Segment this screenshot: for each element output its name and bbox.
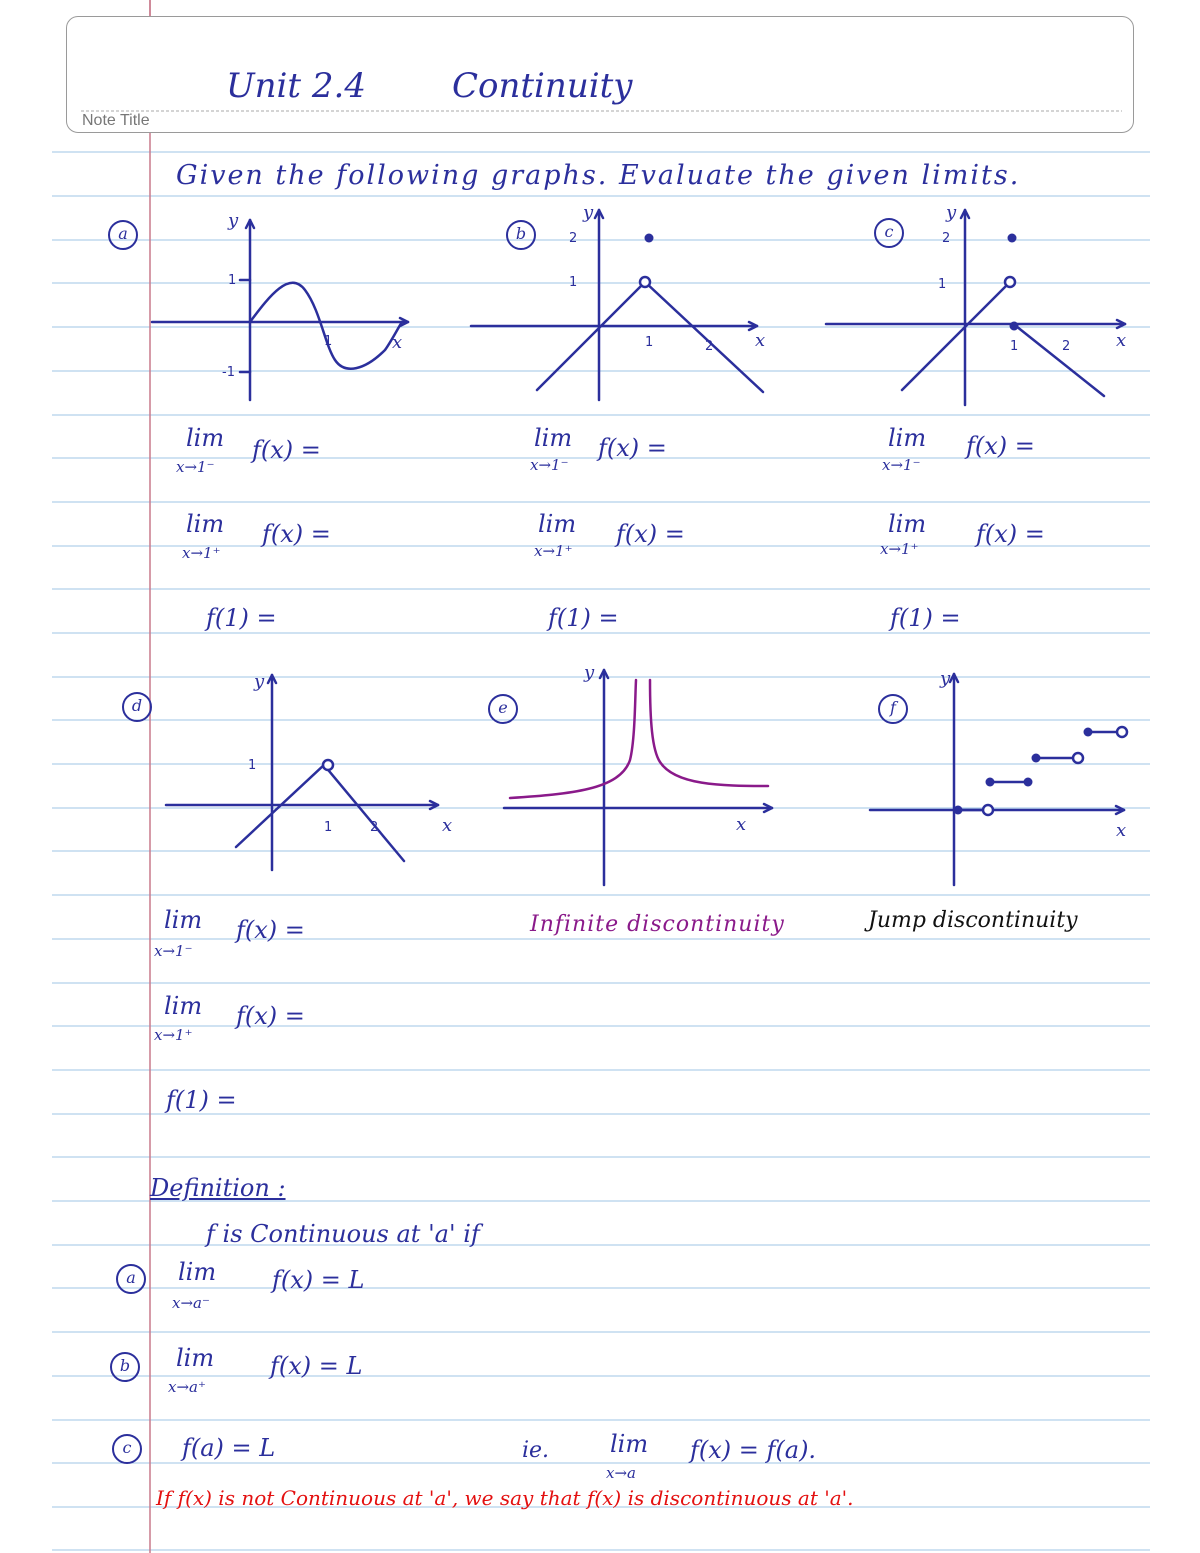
f1-expression: f(1) = bbox=[206, 604, 277, 632]
unit-number: Unit 2.4 bbox=[226, 66, 366, 106]
fx-expression: f(x) = bbox=[976, 520, 1045, 548]
svg-text:x: x bbox=[755, 330, 766, 351]
lim-word: lim bbox=[538, 510, 577, 538]
svg-text:1: 1 bbox=[938, 277, 947, 292]
jump-discontinuity-caption: Jump discontinuity bbox=[868, 908, 1078, 933]
instruction-text: Given the following graphs. Evaluate the given limits. bbox=[176, 160, 1021, 191]
graph-b bbox=[465, 200, 785, 420]
svg-text:1: 1 bbox=[228, 273, 237, 288]
svg-text:y: y bbox=[228, 210, 239, 231]
svg-text:2: 2 bbox=[942, 231, 951, 246]
svg-text:y: y bbox=[584, 662, 595, 683]
fx-expression: f(x) = bbox=[252, 436, 321, 464]
graph-e-marker: e bbox=[488, 694, 518, 724]
ie-text: ie. bbox=[522, 1438, 550, 1463]
def-marker-b: b bbox=[110, 1352, 140, 1382]
graph-e bbox=[500, 660, 800, 890]
def-expression-c: f(a) = L bbox=[182, 1434, 276, 1462]
lim-subscript: x→1⁻ bbox=[154, 942, 193, 960]
open-circle bbox=[640, 277, 650, 287]
step-open-dot bbox=[983, 805, 993, 815]
graph-f-marker: f bbox=[878, 694, 908, 724]
page-title: Continuity bbox=[452, 66, 633, 106]
svg-text:1: 1 bbox=[645, 335, 654, 350]
svg-text:y: y bbox=[583, 202, 594, 223]
step-dot bbox=[986, 778, 995, 787]
svg-text:y: y bbox=[946, 202, 957, 223]
svg-text:y: y bbox=[940, 668, 951, 689]
svg-text:2: 2 bbox=[370, 820, 379, 835]
lim-word: lim bbox=[186, 424, 225, 452]
f1-expression: f(1) = bbox=[890, 604, 961, 632]
lim-subscript: x→1⁻ bbox=[530, 456, 569, 474]
graph-f bbox=[862, 660, 1152, 890]
step-open-dot bbox=[1117, 727, 1127, 737]
svg-text:1: 1 bbox=[569, 275, 578, 290]
asymptote-curve bbox=[510, 680, 768, 798]
step-dot bbox=[1032, 754, 1041, 763]
lim-word: lim bbox=[178, 1258, 217, 1286]
def-marker-c: c bbox=[112, 1434, 142, 1464]
open-circle bbox=[323, 760, 333, 770]
graph-a bbox=[140, 200, 430, 420]
step-dot bbox=[1084, 728, 1093, 737]
lim-word: lim bbox=[176, 1344, 215, 1372]
svg-text:2: 2 bbox=[1062, 339, 1071, 354]
fx-expression: f(x) = bbox=[236, 916, 305, 944]
def-expression-a: f(x) = L bbox=[272, 1266, 365, 1294]
svg-text:2: 2 bbox=[569, 231, 578, 246]
lim-word: lim bbox=[888, 424, 927, 452]
margin-over-box bbox=[145, 0, 155, 20]
lim-subscript: x→a⁺ bbox=[168, 1378, 206, 1396]
svg-text:1: 1 bbox=[324, 820, 333, 835]
lim-word: lim bbox=[186, 510, 225, 538]
ie-expression: f(x) = f(a). bbox=[690, 1436, 817, 1464]
lim-subscript: x→a bbox=[606, 1464, 636, 1482]
graph-b-marker: b bbox=[506, 220, 536, 250]
step-dot bbox=[1024, 778, 1033, 787]
lim-subscript: x→1⁺ bbox=[880, 540, 919, 558]
definition-statement: f is Continuous at 'a' if bbox=[206, 1220, 480, 1248]
lim-word: lim bbox=[888, 510, 927, 538]
lim-subscript: x→a⁻ bbox=[172, 1294, 210, 1312]
fx-expression: f(x) = bbox=[598, 434, 667, 462]
graph-d bbox=[160, 665, 460, 880]
svg-text:1: 1 bbox=[324, 334, 333, 349]
lim-word: lim bbox=[610, 1430, 649, 1458]
svg-text:y: y bbox=[254, 671, 265, 692]
lim-subscript: x→1⁻ bbox=[882, 456, 921, 474]
svg-text:x: x bbox=[1116, 820, 1127, 841]
open-circle bbox=[1005, 277, 1015, 287]
svg-text:1: 1 bbox=[1010, 339, 1019, 354]
discontinuity-note: If f(x) is not Continuous at 'a', we say that f(x) is discontinuous at 'a'. bbox=[156, 1486, 854, 1510]
svg-text:x: x bbox=[1116, 330, 1127, 351]
def-expression-b: f(x) = L bbox=[270, 1352, 363, 1380]
lim-subscript: x→1⁺ bbox=[154, 1026, 193, 1044]
infinite-discontinuity-caption: Infinite discontinuity bbox=[530, 912, 785, 937]
lim-word: lim bbox=[164, 992, 203, 1020]
note-title-label: Note Title bbox=[82, 112, 150, 129]
graph-c-marker: c bbox=[874, 218, 904, 248]
definition-heading: Definition : bbox=[150, 1174, 286, 1202]
lim-word: lim bbox=[164, 906, 203, 934]
svg-text:x: x bbox=[392, 332, 403, 353]
graph-c bbox=[820, 200, 1140, 420]
lim-subscript: x→1⁺ bbox=[534, 542, 573, 560]
svg-text:2: 2 bbox=[705, 339, 714, 354]
filled-dot bbox=[1010, 322, 1019, 331]
graph-a-marker: a bbox=[108, 220, 138, 250]
fx-expression: f(x) = bbox=[262, 520, 331, 548]
svg-text:x: x bbox=[442, 815, 453, 836]
lim-word: lim bbox=[534, 424, 573, 452]
svg-text:x: x bbox=[736, 814, 747, 835]
f1-expression: f(1) = bbox=[548, 604, 619, 632]
step-open-dot bbox=[1073, 753, 1083, 763]
fx-expression: f(x) = bbox=[616, 520, 685, 548]
filled-dot bbox=[645, 234, 654, 243]
def-marker-a: a bbox=[116, 1264, 146, 1294]
svg-text:1: 1 bbox=[248, 758, 257, 773]
lim-subscript: x→1⁻ bbox=[176, 458, 215, 476]
svg-text:-1: -1 bbox=[222, 365, 235, 380]
lim-subscript: x→1⁺ bbox=[182, 544, 221, 562]
step-dot bbox=[954, 806, 963, 815]
fx-expression: f(x) = bbox=[966, 432, 1035, 460]
f1-expression: f(1) = bbox=[166, 1086, 237, 1114]
graph-d-marker: d bbox=[122, 692, 152, 722]
fx-expression: f(x) = bbox=[236, 1002, 305, 1030]
filled-dot bbox=[1008, 234, 1017, 243]
